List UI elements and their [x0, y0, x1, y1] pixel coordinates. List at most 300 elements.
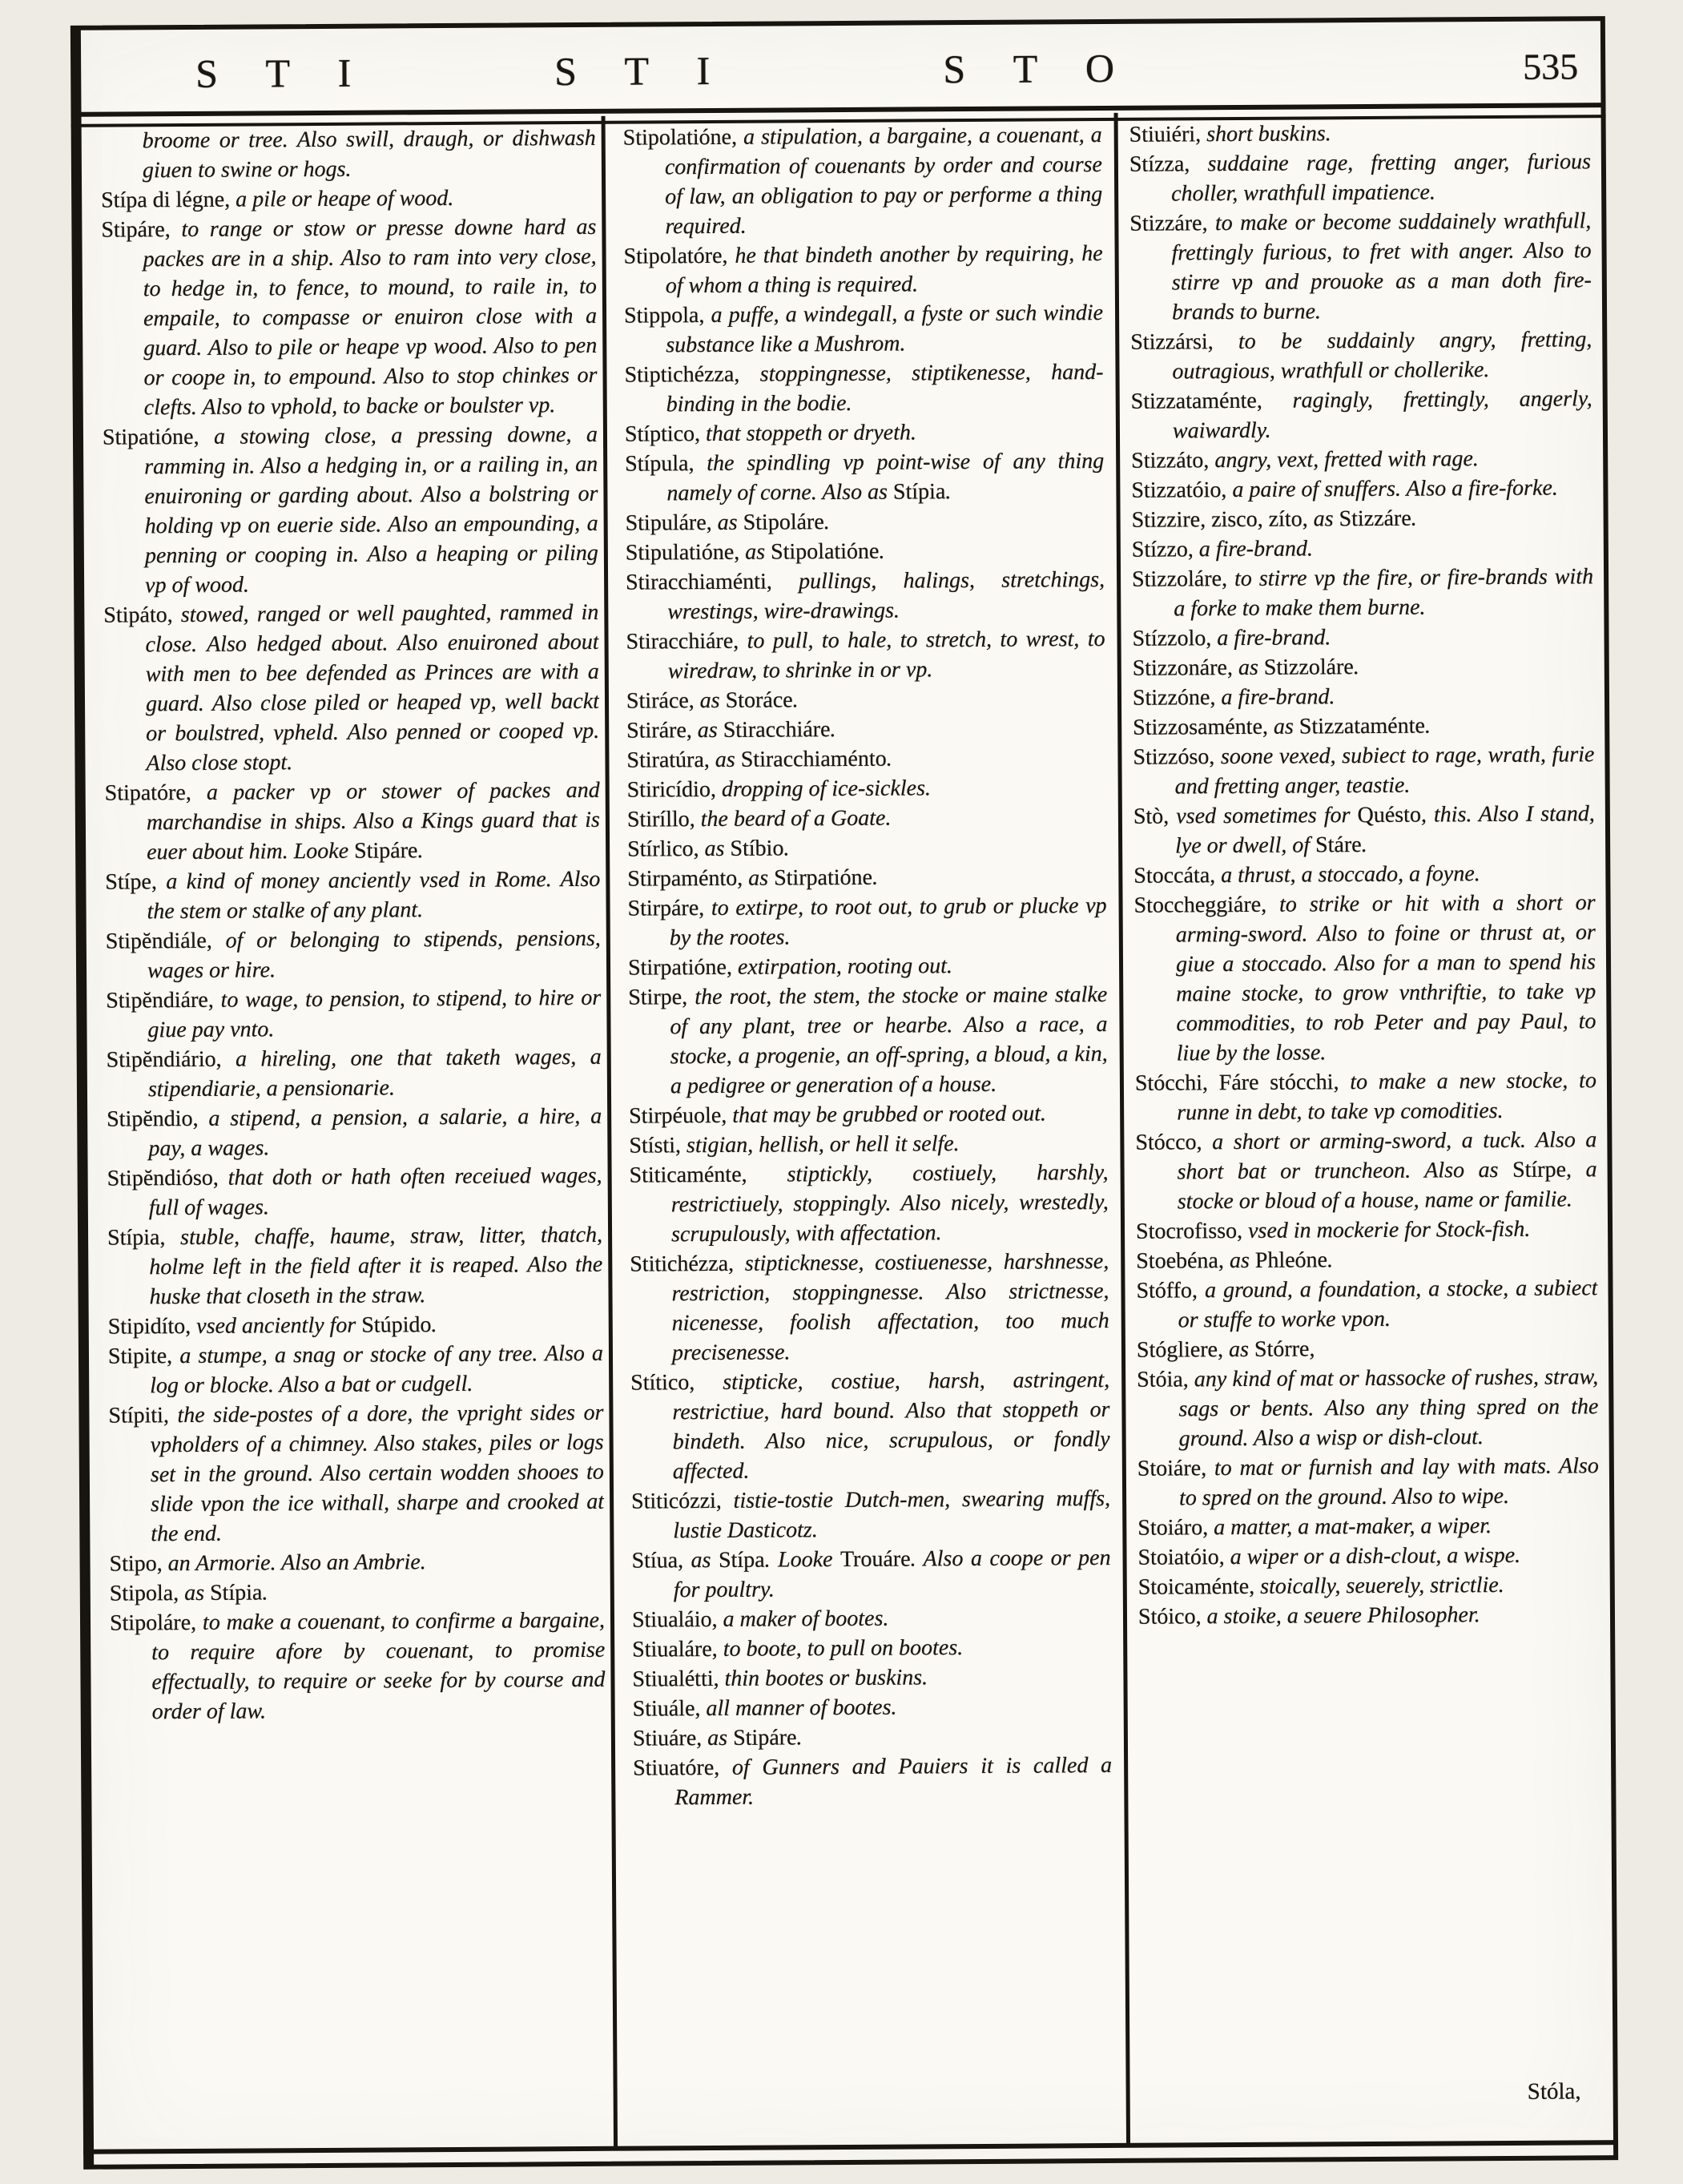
dictionary-entry	[632, 1632, 1111, 1665]
dictionary-entry	[627, 802, 1106, 835]
definition: as	[697, 717, 723, 743]
headword: Stiuatóre,	[633, 1755, 733, 1781]
definition: .	[830, 717, 836, 743]
running-title-center: S T I	[554, 47, 730, 95]
headword: Stipĕndiário,	[106, 1046, 236, 1073]
text-column-3	[1129, 117, 1603, 2118]
definition: he that bindeth another by requiring, he of whom a thing is required.	[665, 241, 1103, 299]
definition: to range or stow or presse downe hard as packes are in a ship. Also to ram into very close, to hedge in, to fence, to mound, to raile in, to empaile, to compasse or enuiron close with a guard. Also to pile or heape vp wood. Also to pen or coope in, to empound. Also to stop chinkes or clefts. Also to vphold, to backe or boulster vp.	[143, 214, 598, 421]
headword: Stísti,	[629, 1133, 687, 1158]
headword: Stiticaménte,	[629, 1162, 787, 1188]
dictionary-entry	[631, 1484, 1110, 1546]
definition: to make or become suddainely wrathfull, frettingly furious, to fret with anger. Also to stirre vp and prouoke as a man doth fire-brands to burne.	[1171, 208, 1592, 325]
definition: vsed anciently for	[196, 1312, 362, 1339]
definition: .	[796, 1725, 803, 1751]
definition: stowed, ranged or well paughted, rammed in close. Also hedged about. Also enuironed about with men to bee defended as Princes are with a guard. Also close piled or heaped vp, well backt or boulstred, vpheld. Also penned or cooped vp. Also close stopt.	[145, 599, 600, 776]
definition: as	[1228, 1336, 1255, 1363]
definition: to boote, to pull on bootes.	[723, 1635, 964, 1662]
dictionary-entry	[106, 983, 601, 1046]
definition: vsed in mockerie for Stock-fish.	[1247, 1216, 1531, 1243]
dictionary-entry	[1132, 502, 1593, 535]
definition: as	[745, 539, 771, 565]
definition: as	[1273, 714, 1299, 739]
headword: Stoccheggiáre,	[1133, 892, 1280, 918]
definition: a fire-brand.	[1198, 536, 1314, 562]
definition: to pull, to hale, to stretch, to wrest, to wiredraw, to shrinke in or vp.	[667, 627, 1105, 684]
dictionary-entry	[1137, 1540, 1599, 1573]
definition: ,	[1309, 1336, 1315, 1362]
headword: Stipola,	[109, 1581, 185, 1606]
dictionary-entry	[107, 1220, 603, 1312]
headword: Stócchi, Fáre stócchi,	[1134, 1070, 1351, 1096]
cross-reference: Stizzataménte	[1298, 713, 1425, 739]
headword: Stirpaménto,	[627, 865, 749, 892]
dictionary-entry	[107, 1161, 602, 1223]
headword: Stipite,	[107, 1344, 180, 1369]
dictionary-entry	[101, 123, 596, 186]
cross-reference: Stipáre	[733, 1725, 797, 1751]
dictionary-entry	[626, 713, 1105, 746]
cross-reference: Trouáre	[839, 1546, 911, 1573]
definition: dropping of ice-sickles.	[721, 776, 932, 802]
dictionary-entry	[110, 1606, 606, 1727]
definition: .	[1411, 506, 1417, 531]
headword: Stípa di légne,	[101, 187, 236, 213]
headword: Stipidíto,	[107, 1313, 197, 1340]
cross-reference: Stipolatióne	[771, 538, 880, 565]
headword: Stiptichézza,	[624, 361, 760, 388]
definition: a short or arming-sword, a tuck. Also a short bat or truncheon. Also as	[1177, 1127, 1597, 1185]
cross-reference: Phleóne	[1254, 1247, 1328, 1273]
dictionary-entry	[1138, 1569, 1600, 1602]
headword: Stóffo,	[1136, 1278, 1206, 1304]
dictionary-entry	[633, 1721, 1112, 1754]
headword: Stipĕndiále,	[105, 928, 226, 954]
headword: Stiracchiáre,	[626, 628, 747, 655]
headword: Stóia,	[1137, 1367, 1194, 1392]
headword: Stizzataménte,	[1130, 388, 1293, 414]
dictionary-entry	[101, 183, 596, 216]
definition: stoically, seuerely, strictlie.	[1260, 1572, 1504, 1599]
definition: as	[704, 836, 731, 862]
dictionary-entry	[1133, 651, 1594, 683]
running-title-left: S T I	[195, 50, 371, 96]
headword: Stípula,	[625, 451, 707, 477]
definition: the spindling vp point-wise of any thing namely of corne. Also as	[666, 449, 1105, 506]
dictionary-entry	[623, 120, 1103, 242]
headword: Stiuáre,	[632, 1726, 708, 1751]
definition: stigian, hellish, or hell it selfe.	[686, 1131, 960, 1158]
headword: Stiricídio,	[626, 776, 723, 803]
dictionary-entry	[631, 1543, 1110, 1606]
cross-reference: Stípa	[718, 1547, 765, 1573]
dictionary-entry	[1135, 1066, 1596, 1128]
headword: Stógliere,	[1136, 1337, 1230, 1363]
dictionary-entry	[1131, 443, 1592, 476]
definition: to make a new stocke, to runne in debt, to take vp comodities.	[1177, 1068, 1597, 1126]
dictionary-entry	[629, 1098, 1108, 1131]
dictionary-entry	[107, 1042, 602, 1105]
definition: an Armorie. Also an Ambrie.	[167, 1549, 426, 1577]
definition: , a stocke or bloud of a house, name or familie.	[1177, 1157, 1597, 1215]
cross-reference: Stíbio	[730, 836, 784, 861]
dictionary-entry	[101, 212, 598, 423]
dictionary-entry	[1138, 1599, 1600, 1632]
headword: Stipoláre,	[109, 1610, 203, 1636]
dictionary-entry	[633, 1691, 1112, 1724]
definition: .	[417, 838, 424, 864]
definition: , this. Also I stand, lye or dwell, of	[1175, 801, 1595, 859]
definition: .	[872, 864, 879, 890]
definition: stiptickly, costiuely, harshly, restrictiuely, stoppingly. Also nicely, wrestedly, scrupulously, with affectation.	[670, 1159, 1109, 1247]
headword: Stò,	[1133, 804, 1177, 829]
definition: .	[262, 1580, 268, 1606]
dictionary-entry	[626, 565, 1105, 627]
headword: Stitichézza,	[630, 1251, 745, 1277]
dictionary-entry	[1137, 1451, 1599, 1513]
cross-reference: Stáre	[1315, 832, 1362, 858]
headword: Stípia,	[107, 1225, 181, 1251]
dictionary-entry	[1132, 562, 1593, 624]
definition: as	[1238, 655, 1264, 680]
headword: Stipolatóre,	[623, 243, 735, 269]
headword: Stipuláre,	[625, 510, 718, 536]
headword: Stizzáre,	[1129, 211, 1216, 236]
cross-reference: Stírpe	[1512, 1157, 1567, 1183]
column-divider-rule	[1114, 113, 1130, 2146]
headword: Stizzóne,	[1132, 685, 1222, 711]
definition: .	[792, 687, 799, 713]
definition: a fire-brand.	[1217, 625, 1331, 651]
definition: .	[1361, 832, 1367, 858]
headword: Stiuále,	[632, 1696, 707, 1722]
definition: stoppingnesse, stiptikenesse, hand-binding in the bodie.	[666, 360, 1104, 417]
headword: Stipo,	[109, 1551, 168, 1577]
definition: .	[1353, 655, 1359, 680]
text-column-1	[101, 123, 608, 2126]
definition: stipticke, costiue, harsh, astringent, restrictiue, hard bound. Also that stoppeth or bindeth. Also nice, scrupulous, or fondly affected.	[672, 1367, 1110, 1485]
headword: Stízza,	[1129, 151, 1208, 177]
cross-reference: Stizzoláre	[1263, 655, 1354, 680]
dictionary-entry	[626, 535, 1105, 568]
headword: Stizzosaménte,	[1133, 714, 1274, 740]
cross-reference: Stípia	[892, 479, 946, 505]
headword: Stoiáre,	[1137, 1456, 1215, 1481]
definition: tistie-tostie Dutch-men, swearing muffs, lustie Dasticotz.	[673, 1485, 1111, 1544]
headword: Stizzársi,	[1130, 328, 1239, 355]
headword: Stoiatóio,	[1137, 1545, 1230, 1570]
cross-reference: Stirpatióne	[774, 864, 873, 891]
definition: all manner of bootes.	[706, 1694, 897, 1722]
definition: .	[1327, 1247, 1334, 1273]
definition: a hireling, one that taketh wages, a stipendiarie, a pensionarie.	[147, 1044, 602, 1102]
headword: Stipulatióne,	[625, 539, 746, 566]
dictionary-entry	[633, 1751, 1112, 1813]
headword: Stipĕndióso,	[107, 1165, 228, 1191]
headword: Stócco,	[1135, 1130, 1213, 1155]
definition: a maker of bootes.	[723, 1606, 889, 1632]
definition: suddaine rage, fretting anger, furious choller, wrathfull impatience.	[1171, 149, 1592, 207]
cross-reference: Stizzáre	[1339, 506, 1411, 532]
definition: to extirpe, to root out, to grub or plucke vp by the rootes.	[669, 893, 1107, 951]
headword: Stizzire, zisco, zíto,	[1131, 506, 1314, 533]
definition: of or belonging to stipends, pensions, wages or hire.	[147, 925, 601, 984]
dictionary-entry	[109, 1546, 604, 1579]
headword: Stizzonáre,	[1132, 655, 1239, 681]
definition: to mat or furnish and lay with mats. Also to spred on the ground. Also to wipe.	[1179, 1453, 1599, 1511]
dictionary-entry	[1132, 532, 1593, 565]
definition: a kind of money anciently vsed in Rome. Also the stem or stalke of any plant.	[147, 866, 601, 925]
headword: Stirpatióne,	[627, 954, 739, 981]
dictionary-entry	[1133, 888, 1596, 1069]
dictionary-entry	[108, 1339, 603, 1401]
definition: .	[879, 538, 885, 564]
dictionary-entry	[624, 357, 1103, 420]
dictionary-entry	[632, 1662, 1111, 1694]
dictionary-entry	[1129, 147, 1591, 209]
definition: to strike or hit with a short or arming-sword. Also to foine or thrust at, or giue a stoccado. Also for a man to spend his maine stocke, to grow vnthriftie, to take vp commodities, to rob Peter and pay Paul, to liue by the losse.	[1175, 890, 1596, 1066]
dictionary-entry	[624, 298, 1103, 361]
bottom-rule	[83, 2140, 1618, 2154]
cross-reference: Stúpido	[361, 1312, 432, 1338]
dictionary-entry	[103, 598, 599, 779]
headword: Stiuiéri,	[1129, 122, 1207, 147]
definition: a stumpe, a snag or stocke of any tree. Also a log or blocke. Also a bat or cudgell.	[150, 1340, 604, 1399]
headword: Stírlico,	[627, 836, 705, 862]
headword: Stoccáta,	[1133, 863, 1222, 889]
definition: that may be grubbed or rooted out.	[732, 1101, 1047, 1128]
definition: a stowing close, a pressing downe, a ramming in. Also a hedging in, or a railing in, an enuironing or garding about. Also a bolstring or holding vp on euerie side. Also an empounding, a penning or cooping in. Also a heaping or piling vp of wood.	[144, 421, 598, 598]
dictionary-entry	[629, 1128, 1108, 1161]
dictionary-entry	[1131, 384, 1592, 446]
definition: . Also a coope or pen for poultry.	[673, 1545, 1111, 1603]
definition: a pile or heape of wood.	[236, 185, 454, 212]
dictionary-entry	[107, 1102, 602, 1164]
definition: broome or tree. Also swill, draugh, or dishwash giuen to swine or hogs.	[142, 125, 596, 183]
definition: to make a couenant, to confirme a bargaine, to require afore by couenant, to promise effectually, to require or seeke for by course and order of law.	[151, 1607, 606, 1725]
definition: stipticknesse, costiuenesse, harshnesse, restriction, stoppingnesse. Also strictnesse, nicenesse, foolish affectation, too much precisenesse.	[671, 1248, 1109, 1366]
headword: Stiráre,	[626, 718, 698, 743]
dictionary-entry	[1136, 1214, 1597, 1247]
dictionary-entry	[106, 924, 601, 986]
headword: Stoebéna,	[1136, 1248, 1230, 1274]
definition: stuble, chaffe, haume, straw, litter, thatch, holme left in the field after it is reaped. Also the huske that closeth in the straw.	[149, 1222, 603, 1310]
dictionary-entry	[1137, 1362, 1599, 1454]
definition: as	[715, 747, 741, 772]
dictionary-entry	[1130, 324, 1592, 387]
dictionary-entry	[110, 1576, 605, 1609]
headword: Stóico,	[1137, 1604, 1207, 1630]
dictionary-entry	[632, 1602, 1111, 1635]
definition: pullings, halings, stretchings, wrestings, wire-drawings.	[667, 567, 1105, 625]
definition: a ground, a foundation, a stocke, a subiect or stuffe to worke vpon.	[1178, 1275, 1598, 1333]
headword: Stipatióne,	[102, 424, 215, 450]
definition: as	[691, 1547, 719, 1574]
headword: Stipĕndio,	[107, 1106, 209, 1132]
headword: Stiualáio,	[631, 1606, 723, 1633]
headword: Stipatóre,	[104, 780, 207, 806]
cross-reference: Quésto	[1357, 802, 1422, 828]
running-head	[81, 35, 1600, 112]
definition: any kind of mat or hassocke of rushes, straw, sags or bents. Also any thing spred on the ground. Also a wisp or dish-clout.	[1178, 1364, 1599, 1452]
headword: Stizzoláre,	[1131, 566, 1235, 592]
headword: Stiríllo,	[626, 807, 701, 832]
definition: a stipulation, a bargaine, a couenant, a confirmation of couenants by order and course of law, an obligation to pay or performe a thing required.	[664, 123, 1103, 240]
definition: .	[945, 479, 952, 505]
definition: a matter, a mat-maker, a wiper.	[1214, 1513, 1492, 1541]
headword: Stizzóso,	[1133, 744, 1222, 770]
definition: as	[707, 1725, 734, 1751]
headword: Stiratúra,	[626, 747, 715, 773]
cross-reference: Storáce	[725, 687, 793, 713]
cross-reference: Stípia	[209, 1580, 263, 1606]
headword: Stítico,	[630, 1369, 723, 1396]
dictionary-entry	[1131, 473, 1592, 506]
headword: Stizzáto,	[1131, 448, 1215, 473]
definition: as	[717, 510, 743, 535]
headword: Stirpe,	[628, 985, 695, 1010]
headword: Stiráce,	[626, 688, 700, 714]
dictionary-entry	[624, 239, 1103, 301]
headword: Stípe,	[105, 869, 167, 895]
definition: to stirre vp the fire, or fire-brands with a forke to make them burne.	[1174, 564, 1594, 622]
catchword: Stóla,	[1527, 2078, 1581, 2105]
text-column-2	[623, 120, 1114, 2122]
dictionary-entry	[628, 950, 1107, 983]
dictionary-entry	[108, 1398, 604, 1549]
definition: a wiper or a dish-clout, a wispe.	[1230, 1542, 1521, 1570]
definition: that stoppeth or dryeth.	[706, 420, 917, 447]
dictionary-entry	[630, 1158, 1109, 1250]
headword: Stíptico,	[624, 421, 707, 447]
definition: a fire-brand.	[1221, 684, 1335, 711]
dictionary-entry	[630, 1247, 1109, 1368]
definition: that doth or hath often receiued wages, full of wages.	[148, 1163, 602, 1221]
definition: a packer vp or stower of packes and marchandise in ships. Also a Kings guard that is euer about him. Looke	[146, 777, 601, 865]
dictionary-entry	[630, 1365, 1110, 1487]
dictionary-entry	[1133, 858, 1595, 891]
dictionary-entry	[105, 864, 600, 927]
definition: a puffe, a windegall, a fyste or such windie substance like a Mushrom.	[666, 300, 1104, 358]
dictionary-entry	[1136, 1243, 1597, 1276]
headword: Stípiti,	[108, 1403, 178, 1428]
dictionary-entry	[1135, 1125, 1597, 1217]
dictionary-entry	[1129, 117, 1591, 150]
headword: Stirpáre,	[627, 896, 711, 921]
definition: as	[184, 1580, 211, 1606]
dictionary-entry	[625, 417, 1104, 449]
dictionary-entry	[1129, 206, 1592, 328]
dictionary-entry	[627, 891, 1106, 953]
definition: a thrust, a stoccado, a foyne.	[1221, 861, 1480, 889]
cross-reference: Stipáre	[354, 838, 418, 864]
dictionary-entry	[1137, 1332, 1598, 1365]
cross-reference: Stiracchiáre	[723, 717, 831, 743]
headword: Stoiáro,	[1137, 1515, 1214, 1541]
definition: .	[823, 510, 830, 535]
definition: short buskins.	[1206, 121, 1331, 147]
dictionary-entry	[108, 1309, 603, 1342]
definition: extirpation, rooting out.	[737, 953, 953, 980]
definition: soone vexed, subiect to rage, wrath, furie and fretting anger, teastie.	[1174, 742, 1595, 800]
definition: the beard of a Goate.	[700, 805, 892, 832]
definition: thin bootes or buskins.	[724, 1665, 928, 1691]
definition: .	[1424, 713, 1431, 739]
headword: Stiticózzi,	[631, 1488, 734, 1514]
definition: as	[748, 865, 775, 891]
definition: to be suddainly angry, fretting, outragious, wrathfull or chollerike.	[1172, 327, 1592, 385]
headword: Stipolatióne,	[622, 124, 744, 151]
dictionary-entry	[1132, 621, 1593, 654]
definition: a stoike, a seuere Philosopher.	[1206, 1602, 1480, 1630]
cross-reference: Stiracchiaménto	[740, 746, 887, 772]
definition: a paire of snuffers. Also a fire-forke.	[1232, 475, 1558, 503]
headword: Stiracchiaménti,	[626, 569, 799, 595]
definition: the root, the stem, the stocke or maine stalke of any plant, tree or hearbe. Also a race, a stocke, a progenie, an off-spring, a bloud, a kin, a pedigree or generation of a house.	[670, 981, 1108, 1099]
headword: Stoicaménte,	[1137, 1574, 1261, 1600]
cross-reference: Stórre	[1254, 1336, 1310, 1362]
dictionary-entry	[627, 772, 1106, 805]
definition: as	[1313, 506, 1339, 532]
definition: .	[783, 836, 790, 861]
dictionary-entry	[626, 506, 1105, 538]
dictionary-entry	[1133, 680, 1594, 713]
dictionary-entry	[626, 624, 1105, 687]
headword: Stízzo,	[1131, 537, 1199, 562]
cross-reference: Stipoláre	[743, 510, 824, 535]
dictionary-entry	[105, 776, 601, 868]
headword: Stiualáre,	[632, 1636, 723, 1662]
definition: . Looke	[764, 1547, 841, 1573]
dictionary-entry	[103, 420, 598, 601]
page-frame	[70, 16, 1618, 2170]
running-title-right: S T O	[943, 45, 1134, 92]
definition: the side-postes of a dore, the vpright sides or vpholders of a chimney. Also stakes, piles or logs set in the ground. Also certain wodden shooes to slide vpon the ice withall, sharpe and crooked at the end.	[150, 1400, 605, 1547]
definition: vsed sometimes for	[1176, 803, 1358, 829]
definition: as	[699, 687, 726, 714]
headword: Stizzatóio,	[1131, 477, 1233, 503]
dictionary-entry	[625, 446, 1104, 509]
definition: to wage, to pension, to stipend, to hire or giue pay vnto.	[147, 985, 602, 1043]
dictionary-entry	[627, 832, 1106, 864]
headword: Stipáto,	[103, 602, 181, 628]
dictionary-entry	[1133, 799, 1595, 861]
dictionary-entry	[626, 683, 1105, 716]
definition: .	[431, 1312, 437, 1338]
page-number: 535	[1523, 46, 1579, 87]
headword: Stiualétti,	[632, 1666, 725, 1692]
definition: of Gunners and Pauiers it is called a Rammer.	[674, 1752, 1113, 1811]
definition: ragingly, frettingly, angerly, waiwardly.	[1172, 386, 1592, 444]
dictionary-entry	[626, 743, 1105, 776]
definition: a stipend, a pension, a salarie, a hire, a pay, a wages.	[148, 1103, 602, 1162]
headword: Stocrofisso,	[1135, 1218, 1249, 1244]
definition: as	[1229, 1247, 1255, 1274]
headword: Stirpéuole,	[629, 1102, 733, 1129]
dictionary-entry	[1133, 739, 1594, 802]
definition: angry, vext, fretted with rage.	[1214, 446, 1479, 473]
headword: Stízzolo,	[1132, 626, 1218, 651]
headword: Stippola,	[623, 302, 711, 328]
dictionary-entry	[628, 980, 1108, 1102]
headword: Stipĕndiáre,	[106, 987, 221, 1013]
headword: Stíua,	[631, 1548, 691, 1574]
dictionary-entry	[1133, 710, 1594, 743]
headword: Stipáre,	[101, 217, 182, 243]
dictionary-entry	[627, 861, 1106, 894]
definition: .	[886, 746, 892, 772]
dictionary-entry	[1137, 1510, 1599, 1543]
